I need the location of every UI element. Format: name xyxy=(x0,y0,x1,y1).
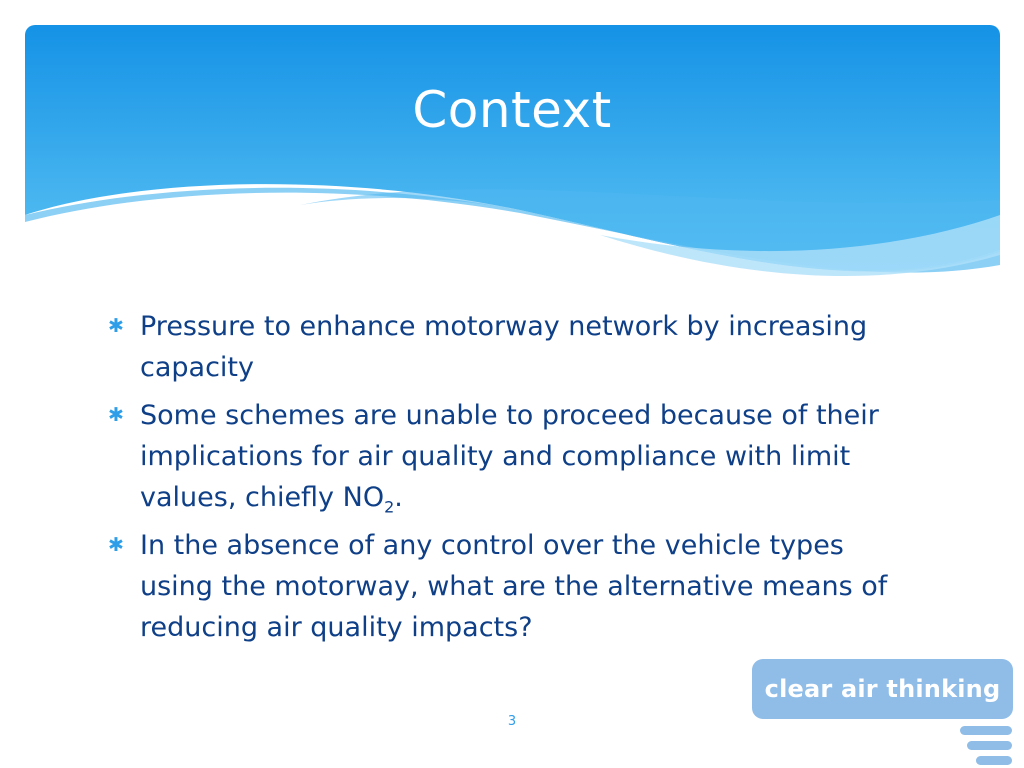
bullet-list xyxy=(104,306,924,655)
logo-lines-icon xyxy=(958,725,1014,768)
asterisk-bullet-icon: ✱ xyxy=(108,404,124,426)
bullet-text: Pressure to enhance motorway network by increasing capacity xyxy=(140,311,868,383)
bullet-item xyxy=(104,395,924,518)
logo xyxy=(752,659,1013,719)
asterisk-bullet-icon: ✱ xyxy=(108,315,124,337)
bullet-text-main: Some schemes are unable to proceed because of their implications for air quality and compliance with limit values, chiefly NO xyxy=(140,400,879,513)
bullet-text-end: . xyxy=(394,482,403,513)
subscript: 2 xyxy=(384,497,395,517)
header-wave-band xyxy=(0,0,1024,300)
slide-title: Context xyxy=(412,81,612,139)
page-number: 3 xyxy=(507,714,517,729)
bullet-text xyxy=(140,400,879,517)
bullet-text: In the absence of any control over the vehicle types using the motorway, what are the alternative means of reducing air quality impacts? xyxy=(140,530,888,643)
logo-text: clear air thinking xyxy=(764,675,1001,703)
bullet-item xyxy=(104,306,924,388)
asterisk-bullet-icon: ✱ xyxy=(108,534,124,556)
bullet-item xyxy=(104,525,924,648)
